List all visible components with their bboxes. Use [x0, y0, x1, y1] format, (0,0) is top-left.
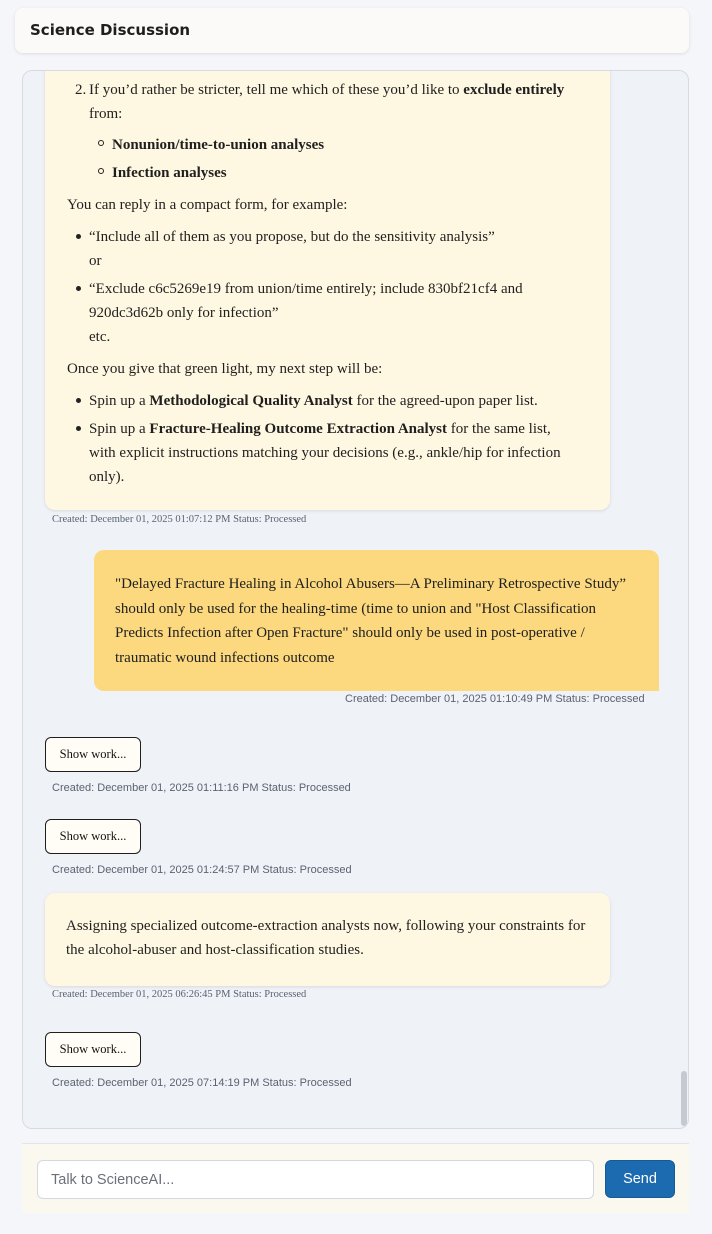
sub-list-item: Infection analyses: [112, 165, 227, 181]
example-line: “Include all of them as you propose, but do the sensitivity analysis”: [89, 229, 495, 245]
step-line: with explicit instructions matching your decisions (e.g., ankle/hip for infection: [89, 445, 561, 461]
page-title: Science Discussion: [30, 21, 191, 39]
list-item-bold: exclude entirely: [463, 82, 565, 98]
circle-bullet-icon: [98, 140, 104, 146]
step-line: only).: [89, 469, 125, 485]
assistant-message: [45, 70, 610, 510]
step-text: Spin up a: [89, 421, 146, 437]
scrollbar[interactable]: [681, 1071, 687, 1126]
step-item: [89, 417, 551, 441]
message-meta: Created: December 01, 2025 06:26:45 PM Status: Processed: [52, 989, 307, 1000]
show-work-button[interactable]: Show work...: [45, 1032, 141, 1067]
example-line: etc.: [89, 329, 111, 345]
circle-bullet-icon: [98, 168, 104, 174]
list-item-text-b: from:: [89, 106, 123, 122]
step-item: [89, 389, 538, 413]
app-header: [15, 8, 689, 53]
step-bold: Methodological Quality Analyst: [149, 393, 353, 409]
list-item-text-a: If you’d rather be stricter, tell me which of these you’d like to: [89, 82, 460, 98]
bullet-icon: [76, 426, 81, 431]
message-meta: Created: December 01, 2025 01:11:16 PM Status: Processed: [52, 782, 351, 794]
step-text: Spin up a: [89, 393, 146, 409]
bullet-icon: [76, 234, 81, 239]
sub-list-item: Nonunion/time-to-union analyses: [112, 137, 325, 153]
assistant-message: Assigning specialized outcome-extraction analysts now, following your constraints for the alcohol-abuser and host-classification studies.: [45, 893, 610, 986]
chat-input[interactable]: [37, 1160, 594, 1199]
list-item-number: 2.: [75, 82, 87, 98]
message-meta: Created: December 01, 2025 07:14:19 PM Status: Processed: [52, 1077, 352, 1089]
chat-history[interactable]: [22, 70, 689, 1129]
message-meta: Created: December 01, 2025 01:24:57 PM Status: Processed: [52, 864, 352, 876]
example-line: 920dc3d62b only for infection”: [89, 305, 279, 321]
message-meta: Created: December 01, 2025 01:10:49 PM Status: Processed: [345, 693, 645, 705]
step-bold: Fracture-Healing Outcome Extraction Analyst: [149, 421, 448, 437]
bullet-icon: [76, 398, 81, 403]
paragraph: Once you give that green light, my next step will be:: [67, 361, 383, 377]
list-item-text: [89, 78, 564, 102]
example-line: or: [89, 253, 102, 269]
message-meta: Created: December 01, 2025 01:07:12 PM Status: Processed: [52, 514, 307, 525]
send-button[interactable]: Send: [605, 1160, 675, 1198]
show-work-button[interactable]: Show work...: [45, 819, 141, 854]
step-text: for the same list,: [450, 421, 551, 437]
composer: [22, 1143, 689, 1213]
example-line: “Exclude c6c5269e19 from union/time entirely; include 830bf21cf4 and: [89, 281, 523, 297]
user-message: "Delayed Fracture Healing in Alcohol Abusers—A Preliminary Retrospective Study” should only be used for the healing-time (time to union and "Host Classification Predicts Infection after Open Fracture" should only be used in post-operative / traumatic wound infections outcome: [94, 550, 659, 691]
paragraph: You can reply in a compact form, for example:: [67, 197, 348, 213]
step-text: for the agreed-upon paper list.: [356, 393, 538, 409]
bullet-icon: [76, 286, 81, 291]
show-work-button[interactable]: Show work...: [45, 737, 141, 772]
